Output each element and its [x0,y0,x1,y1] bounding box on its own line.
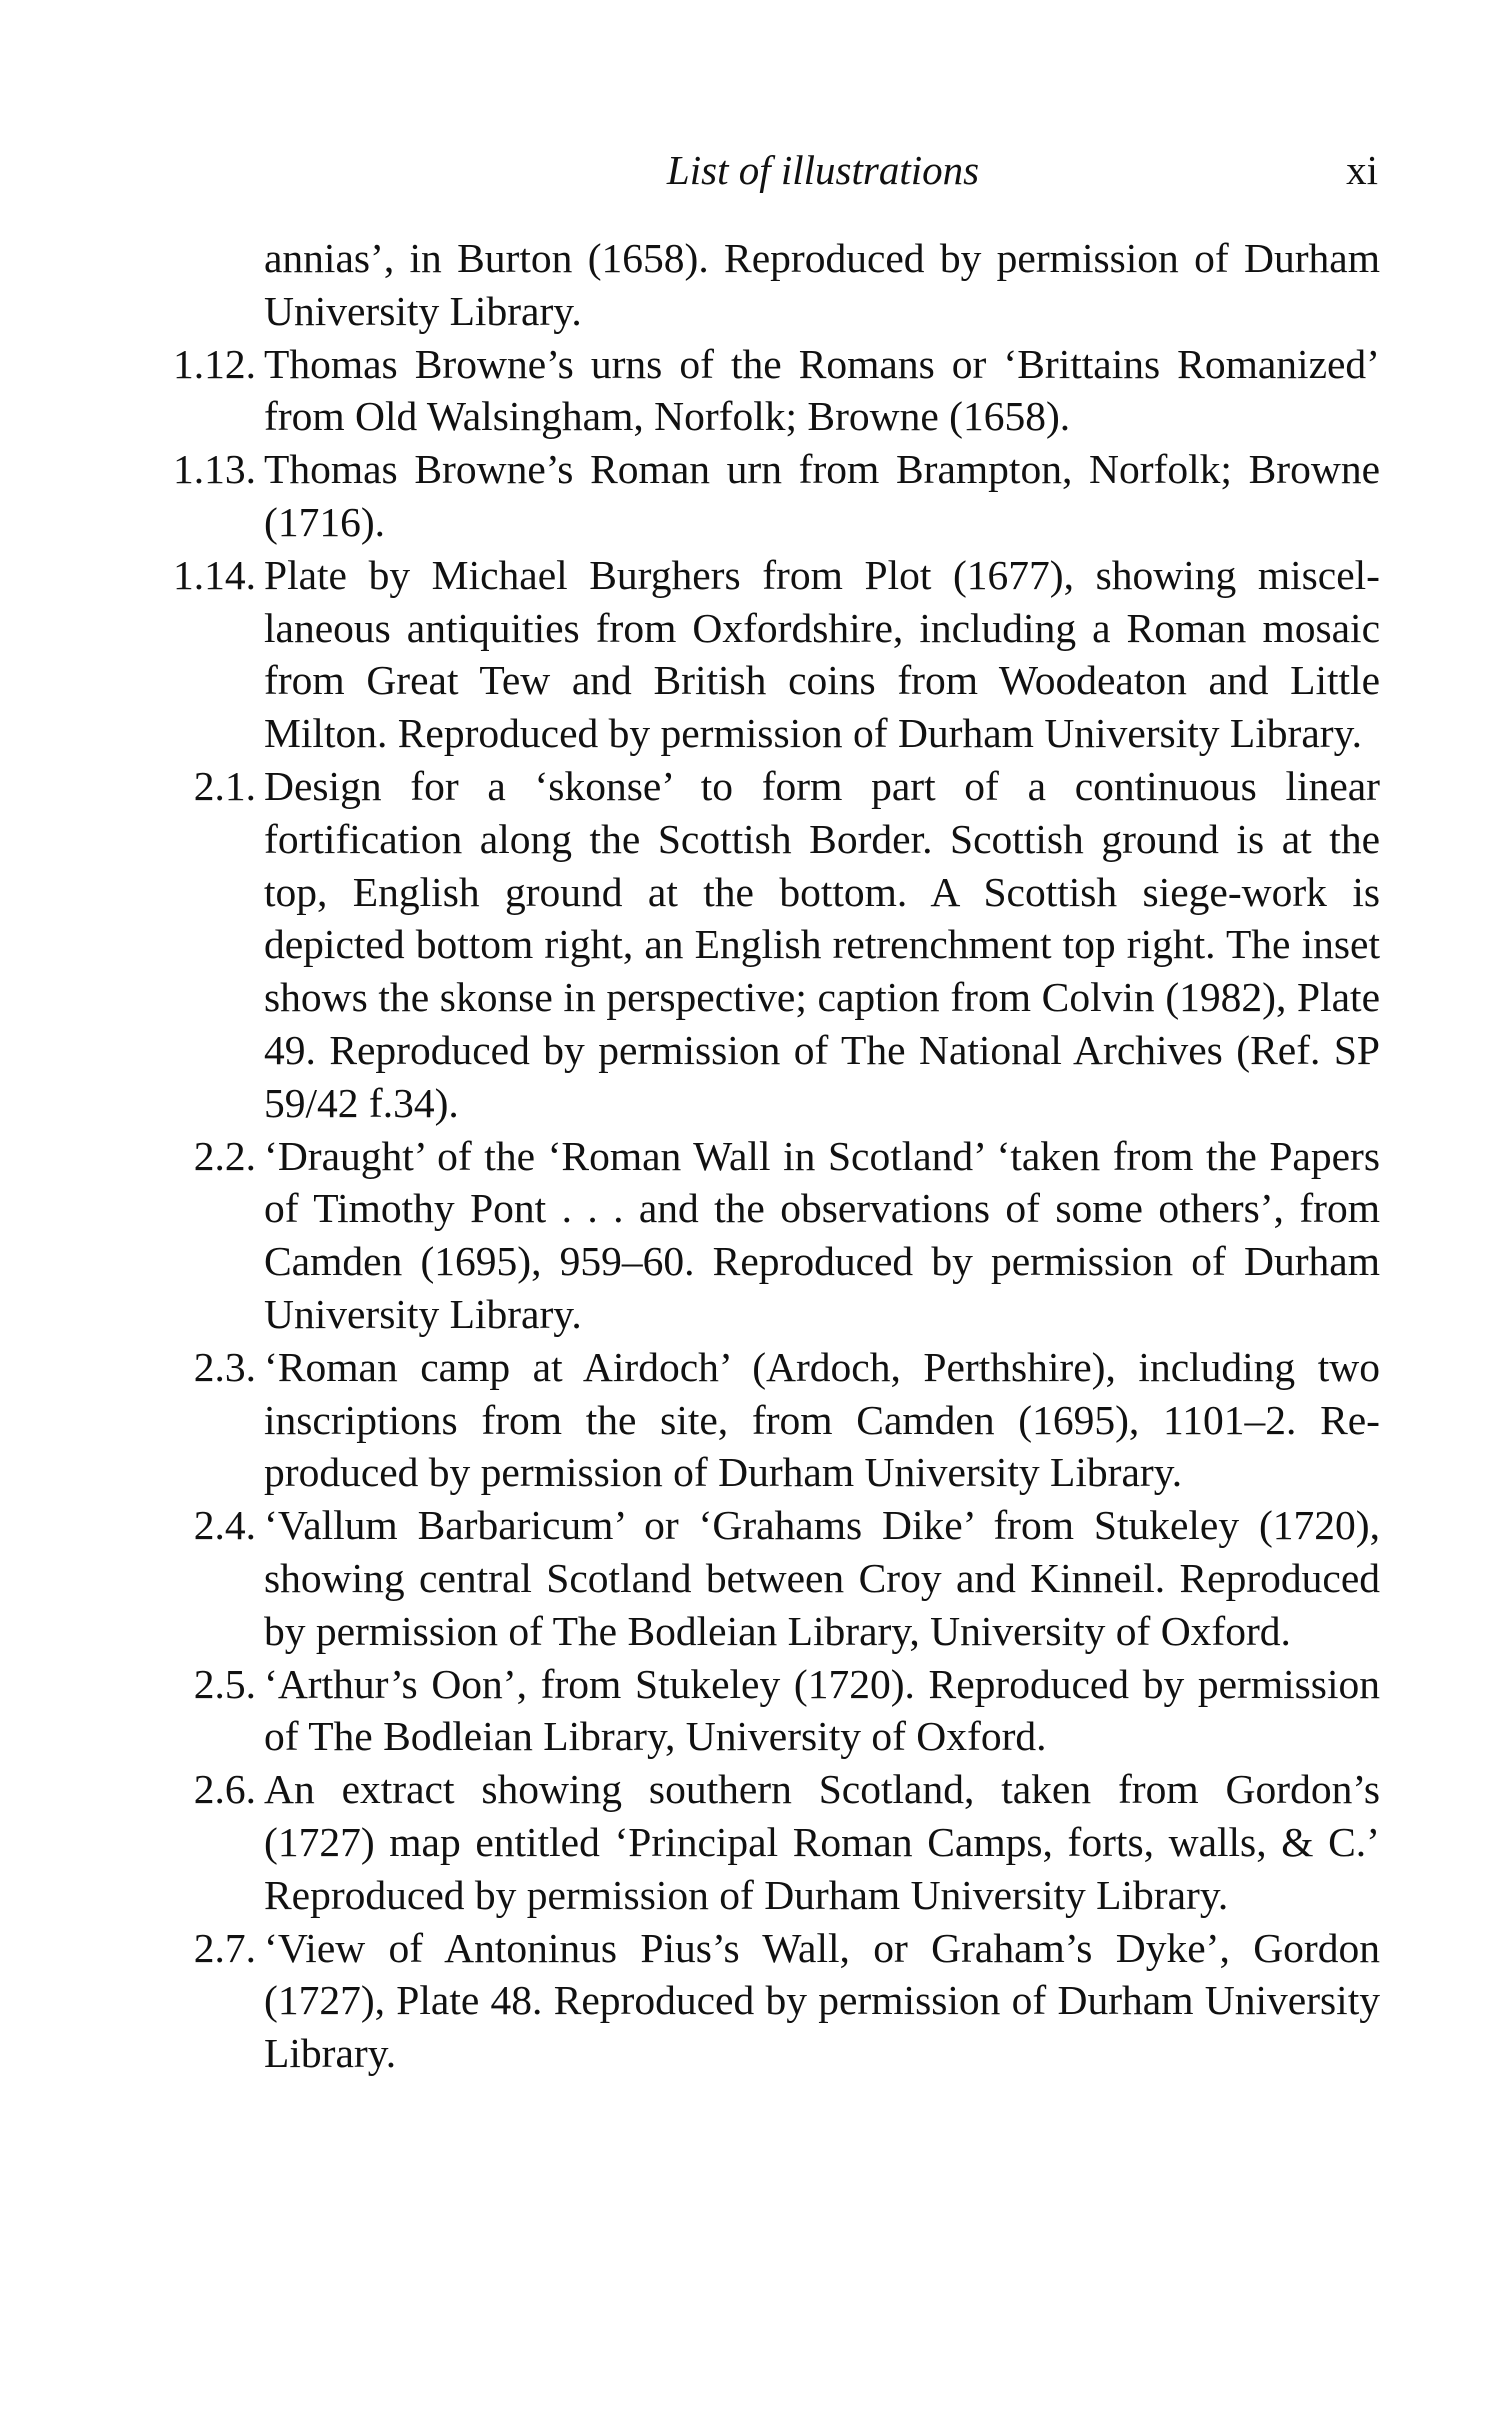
entry-caption: Plate by Michael Burghers from Plot (1677), showing miscellaneous antiquities from Oxfordshire, including a Roman mosaic from Great Tew and British coins from Woodeaton and Little Milton. Reproduced by permission of Durham University Library. [264,551,1380,757]
entry-caption: Design for a ‘skonse’ to form part of a continuous linear fortification along the Scottish Border. Scottish ground is at the top, English ground at the bottom. A Scottish siege-work is depicted bottom right, an English retrenchment top right. The inset shows the skonse in perspective; caption from Colvin (1982), Plate 49. Reproduced by permission of The National Archives (Ref. SP 59/42 f.34). [264,762,1380,1126]
list-item [140,1763,1380,1921]
list-item [140,1341,1380,1499]
list-item [140,1499,1380,1657]
entry-caption: ‘Draught’ of the ‘Roman Wall in Scotland’ ‘taken from the Papers of Timothy Pont . . . and the observations of some others’, from Camden (1695), 959–60. Reproduced by permission of Durham University Library. [264,1132,1380,1337]
list-item [140,760,1380,1130]
entry-number: 2.5. [193,1660,256,1707]
entry-number: 1.12. [173,340,256,387]
running-title: List of illustrations [666,147,980,193]
entry-number: 2.6. [193,1766,256,1813]
list-item [140,1922,1380,2080]
entry-caption: Thomas Browne’s urns of the Romans or ‘Brittains Romanized’ from Old Walsingham, Norfolk; Browne (1658). [264,340,1380,440]
illustration-list [140,232,1380,2080]
entry-number: 2.1. [193,762,256,809]
entry-caption: annias’, in Burton (1658). Reproduced by permission of Durham University Library. [264,235,1380,334]
page-number: xi [1346,147,1378,193]
list-item [140,549,1380,760]
entry-number: 2.3. [193,1343,256,1390]
entry-number: 1.14. [173,551,256,598]
entry-number: 2.4. [193,1502,256,1549]
entry-number: 2.7. [193,1924,256,1971]
entry-number: 2.2. [193,1132,256,1179]
running-head [268,142,1378,198]
list-item [140,338,1380,444]
entry-caption: ‘Roman camp at Airdoch’ (Ardoch, Perthshire), including two inscriptions from the site, from Camden (1695), 1101–2. Reproduced by permission of Durham University Library. [264,1343,1380,1496]
entry-caption: ‘View of Antoninus Pius’s Wall, or Graham’s Dyke’, Gordon (1727), Plate 48. Reproduced by permission of Durham University Library. [264,1924,1380,2077]
list-item [140,443,1380,549]
entry-number: 1.13. [173,446,256,493]
list-item [140,1130,1380,1341]
entry-caption: ‘Vallum Barbaricum’ or ‘Grahams Dike’ from Stukeley (1720), showing central Scotland between Croy and Kinneil. Reproduced by permission of The Bodleian Library, University of Oxford. [264,1502,1380,1654]
list-item [140,1658,1380,1764]
list-item [140,232,1380,338]
entry-caption: ‘Arthur’s Oon’, from Stukeley (1720). Reproduced by permission of The Bodleian Library, University of Oxford. [264,1660,1380,1760]
entry-caption: An extract showing southern Scotland, taken from Gordon’s (1727) map entitled ‘Principal Roman Camps, forts, walls, & C.’ Reproduced by permission of Durham University Library. [264,1766,1380,1918]
entry-caption: Thomas Browne’s Roman urn from Brampton, Norfolk; Browne (1716). [264,446,1380,545]
